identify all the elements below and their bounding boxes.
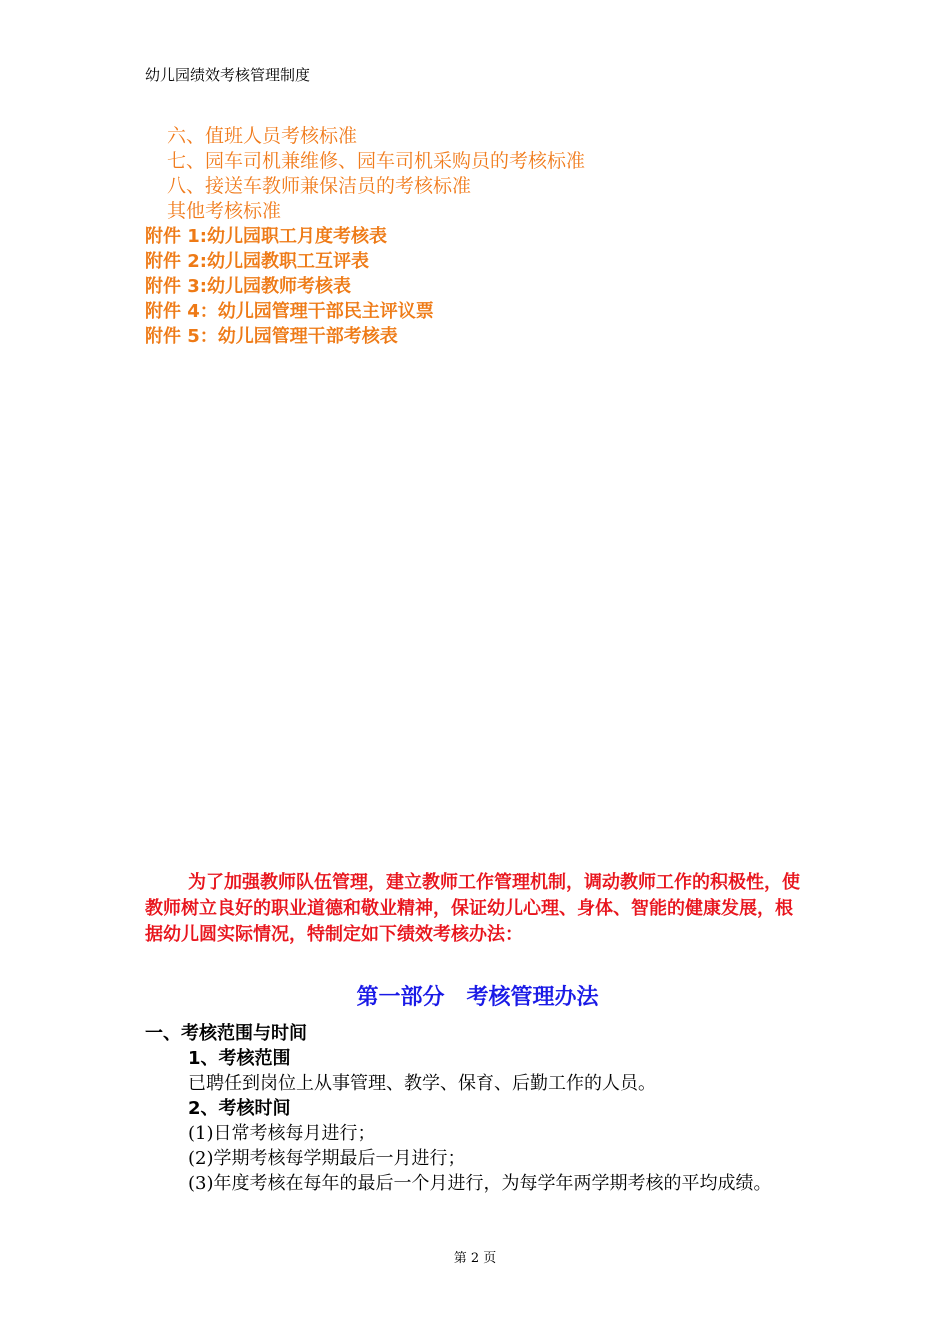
toc-item: 八、接送车教师兼保洁员的考核标准 [167, 175, 472, 197]
subsection-heading: 2、考核时间 [188, 1098, 291, 1119]
part-title: 第一部分 考核管理办法 [356, 985, 599, 1010]
list-item: (3)年度考核在每年的最后一个月进行，为每学年两学期考核的平均成绩。 [188, 1173, 772, 1194]
page-header: 幼儿园绩效考核管理制度 [145, 66, 311, 84]
subsection-text: 已聘任到岗位上从事管理、教学、保育、后勤工作的人员。 [188, 1073, 656, 1094]
toc-item: 七、园车司机兼维修、园车司机采购员的考核标准 [167, 150, 586, 172]
toc-item: 六、值班人员考核标准 [167, 125, 358, 147]
toc-attachment: 附件 5：幼儿园管理干部考核表 [145, 326, 398, 347]
toc-attachment: 附件 2:幼儿园教职工互评表 [145, 251, 369, 272]
subsection-heading: 1、考核范围 [188, 1048, 291, 1069]
toc-attachment: 附件 1:幼儿园职工月度考核表 [145, 226, 387, 247]
list-item: (1)日常考核每月进行； [188, 1123, 376, 1144]
list-item: (2)学期考核每学期最后一月进行； [188, 1148, 466, 1169]
toc-attachment: 附件 4：幼儿园管理干部民主评议票 [145, 301, 434, 322]
intro-text: 为了加强教师队伍管理，建立教师工作管理机制，调动教师工作的积极性，使教师树立良好的职业道德和敬业精神，保证幼儿心理、身体、智能的健康发展，根据幼儿圆实际情况，特制定如下绩效考核办法： [145, 872, 800, 945]
table-of-contents [145, 124, 585, 349]
section-body [145, 1021, 810, 1196]
toc-attachment: 附件 3:幼儿园教师考核表 [145, 276, 351, 297]
toc-item: 其他考核标准 [167, 200, 282, 222]
page-number: 第 2 页 [453, 1251, 497, 1266]
intro-paragraph [145, 870, 810, 948]
section-heading: 一、考核范围与时间 [145, 1023, 307, 1044]
